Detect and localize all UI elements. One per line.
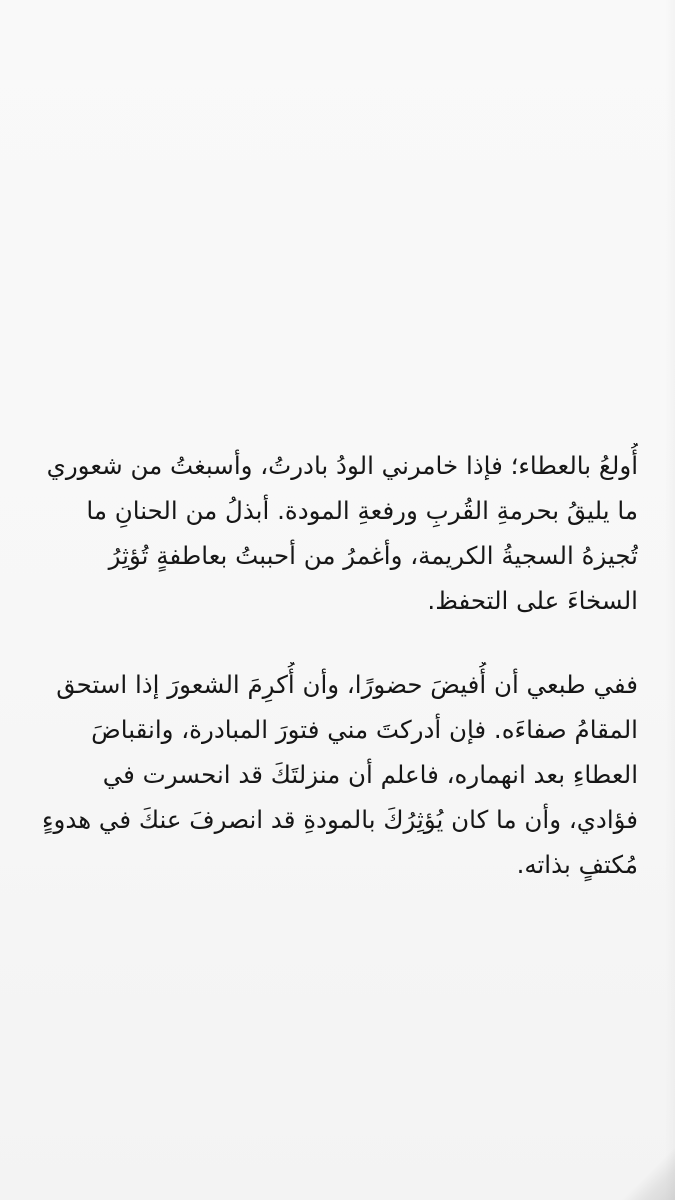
page-edge-shadow [665,0,675,1200]
paragraph-1 [40,443,638,623]
paragraph-2-line-5: مُكتفٍ بذاته. [516,850,638,879]
page-corner-shadow [615,1140,675,1200]
paragraph-2 [40,662,638,887]
paragraph-1-line-2: ما يليقُ بحرمةِ القُربِ ورفعةِ المودة. أبذلُ من الحنانِ ما [86,496,638,525]
paragraph-2-line-4: فؤادي، وأن ما كان يُؤثِرُكَ بالمودةِ قد انصرفَ عنكَ في هدوءٍ [42,805,638,834]
paragraph-1-line-4: السخاءَ على التحفظ. [427,586,638,615]
paragraph-1-line-1: أُولعُ بالعطاء؛ فإذا خامرني الودُ بادرتُ، وأسبغتُ من شعوري [46,451,638,480]
paragraph-1-line-3: تُجيزهُ السجيةُ الكريمة، وأغمرُ من أحببتُ بعاطفةٍ تُؤثِرُ [108,541,638,570]
paragraph-2-line-1: ففي طبعي أن أُفيضَ حضورًا، وأن أُكرِمَ الشعورَ إذا استحق [56,670,638,699]
paragraph-2-line-2: المقامُ صفاءَه. فإن أدركتَ مني فتورَ المبادرة، وانقباضَ [91,715,638,744]
paragraph-2-line-3: العطاءِ بعد انهماره، فاعلم أن منزلتَكَ قد انحسرت في [102,760,638,789]
